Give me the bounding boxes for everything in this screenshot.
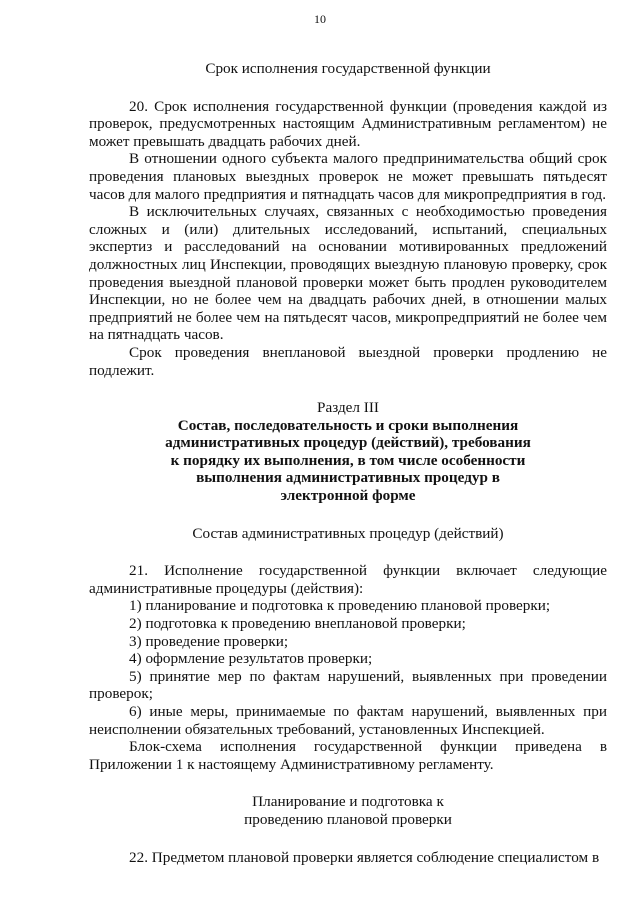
section-heading-term: Срок исполнения государственной функции bbox=[205, 60, 491, 77]
subsection-heading-procedures: Состав административных процедур (действий) bbox=[192, 524, 504, 542]
list-item: 5) принятие мер по фактам нарушений, выявленных при проведении проверок; bbox=[89, 667, 607, 703]
section-title-line-4: выполнения административных процедур в bbox=[196, 469, 500, 487]
section-title-line-3: к порядку их выполнения, в том числе особенности bbox=[170, 451, 526, 469]
list-item: 4) оформление результатов проверки; bbox=[129, 650, 373, 668]
list-item: 2) подготовка к проведению внеплановой проверки; bbox=[129, 615, 466, 633]
list-item: 6) иные меры, принимаемые по фактам нарушений, выявленных при неисполнении обязательных требований, установленных Инспекцией. bbox=[89, 703, 607, 738]
procedures-list bbox=[89, 597, 607, 738]
paragraph-21-scheme: Блок-схема исполнения государственной функции приведена в Приложении 1 к настоящему Административному регламенту. bbox=[89, 738, 607, 773]
paragraph-20-small-business: В отношении одного субъекта малого предпринимательства общий срок проведения плановых выездных проверок не может превышать пятьдесят часов для малого предприятия и пятнадцать часов для микропредприятия в год. bbox=[89, 150, 607, 203]
document-body bbox=[89, 60, 607, 866]
subsection-heading-planning-line-1: Планирование и подготовка к bbox=[252, 793, 444, 811]
list-item: 3) проведение проверки; bbox=[129, 632, 289, 650]
page-number: 10 bbox=[314, 12, 326, 26]
section-title-line-5: электронной форме bbox=[280, 487, 416, 505]
paragraph-22: 22. Предметом плановой проверки является соблюдение специалистом в bbox=[129, 848, 600, 866]
paragraph-20-exceptional-cases: В исключительных случаях, связанных с необходимостью проведения сложных и (или) длительных исследований, испытаний, специальных экспертиз и расследований на основании мотивированных предложений должностных лиц Инспекции, проводящих выездную плановую проверку, срок проведения выездной плановой проверки может быть продлен руководителем Инспекции, но не более чем на двадцать рабочих дней, в отношении малых предприятий не более чем на пятьдесят часов, микропредприятий не более чем на пятнадцать часов. bbox=[89, 203, 607, 344]
list-item: 1) планирование и подготовка к проведению плановой проверки; bbox=[129, 597, 551, 615]
section-label: Раздел III bbox=[317, 399, 379, 417]
subsection-heading-planning-line-2: проведению плановой проверки bbox=[244, 810, 452, 828]
section-title-line-2: административных процедур (действий), требования bbox=[165, 434, 531, 452]
paragraph-20-unscheduled: Срок проведения внеплановой выездной проверки продлению не подлежит. bbox=[89, 343, 607, 379]
paragraph-20: 20. Срок исполнения государственной функции (проведения каждой из проверок, предусмотренных настоящим Административным регламентом) не может превышать двадцать рабочих дней. bbox=[89, 97, 607, 150]
section-title-line-1: Состав, последовательность и сроки выполнения bbox=[177, 416, 519, 434]
paragraph-21: 21. Исполнение государственной функции включает следующие административные процедуры (действия): bbox=[89, 562, 607, 597]
